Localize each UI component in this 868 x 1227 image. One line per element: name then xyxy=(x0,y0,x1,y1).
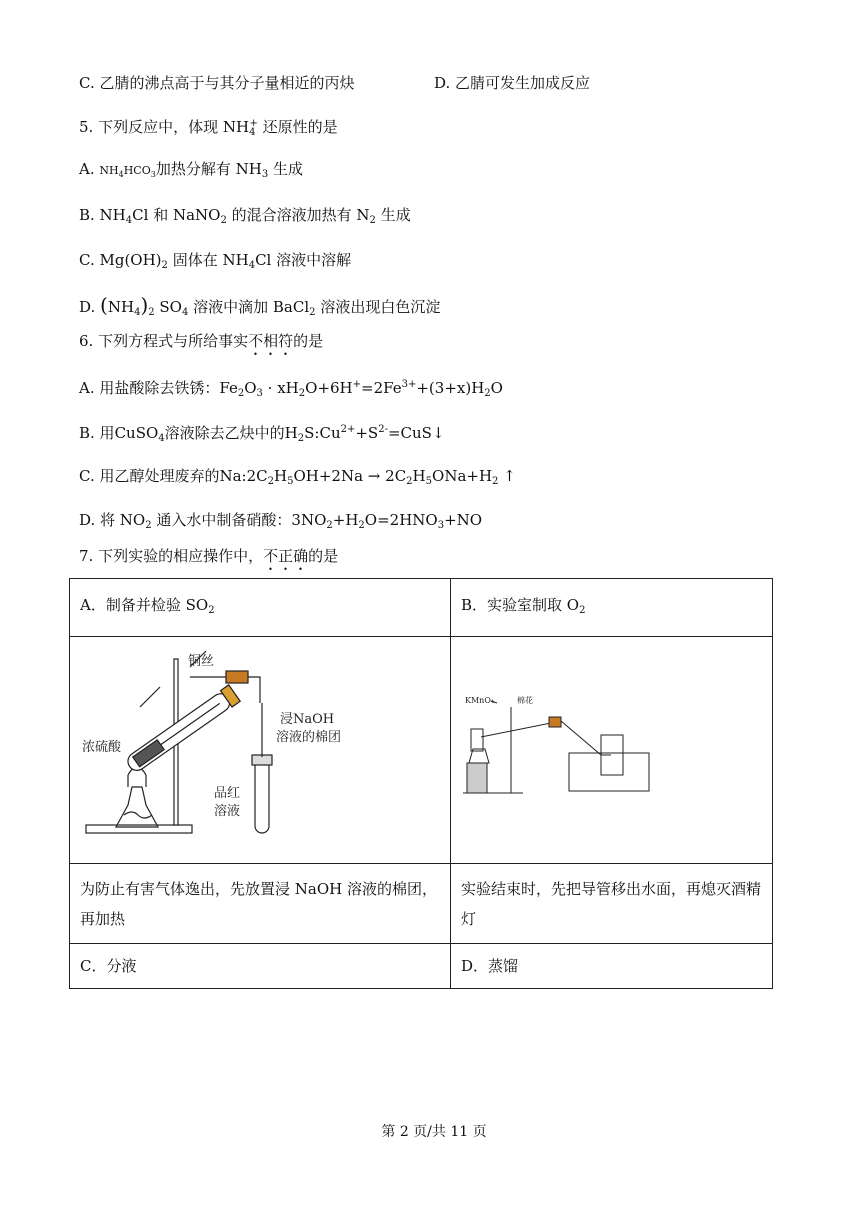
label-dye-1: 品红 xyxy=(214,786,241,801)
q6-stem: 6. 下列方程式与所给事实不相符的是 xyxy=(79,332,324,350)
q7-cell-b-note: 实验结束时，先把导管移出水面，再熄灭酒精灯 xyxy=(451,864,773,944)
q5-option-c: C. $Mg(OH)_2$ 固体在 $NH_4Cl$ 溶液中溶解 xyxy=(79,251,352,271)
label-copper-wire: 铜丝 xyxy=(188,654,215,669)
q7-cell-a-note: 为防止有害气体逸出，先放置浸 NaOH 溶液的棉团，再加热 xyxy=(70,864,451,944)
q7-stem: 7. 下列实验的相应操作中，不正确的是 xyxy=(79,547,339,565)
q7-cell-b-title: B．实验室制取 $O_2$ xyxy=(451,579,773,637)
q5-stem: 5. 下列反应中，体现 $NH_4^+$ 还原性的是 xyxy=(79,118,338,138)
q7-cell-a-title: A．制备并检验 $SO_2$ xyxy=(70,579,451,637)
page-footer: 第 2 页/共 11 页 xyxy=(381,1124,487,1140)
q7-cell-d-title: D．蒸馏 xyxy=(451,944,773,989)
q4-option-d: D. 乙腈可发生加成反应 xyxy=(434,74,591,92)
q5-option-d: D. $(NH_4)_2$ $SO_4$ 溶液中滴加 BaCl$_2$ 溶液出现白色沉淀 xyxy=(79,293,441,318)
so2-apparatus-diagram xyxy=(70,637,451,853)
label-dye-2: 溶液 xyxy=(214,804,241,819)
o2-apparatus-diagram xyxy=(451,637,773,853)
label-naoh-1: 浸NaOH xyxy=(280,712,335,727)
q7-cell-c-title: C．分液 xyxy=(70,944,451,989)
q6-option-a: A. 用盐酸除去铁锈：$Fe_2O_3 \cdot xH_2O+6H^+=2Fe^{3+}+(3+x)H_2O$ xyxy=(79,379,503,399)
q7-table xyxy=(69,578,773,989)
label-cotton: 棉花 xyxy=(517,696,533,705)
q5-option-a: A. $NH_4HCO_3$加热分解有 $NH_3$ 生成 xyxy=(79,160,303,180)
q5-option-b: B. $NH_4Cl$ 和 NaNO$_2$ 的混合溶液加热有 $N_2$ 生成 xyxy=(79,206,411,226)
q6-option-c: C. 用乙醇处理废弃的$Na:2C_2H_5OH+2Na \to 2C_2H_5ONa+H_2$ ↑ xyxy=(79,467,516,487)
label-naoh-2: 溶液的棉团 xyxy=(276,730,342,745)
label-conc-sulfuric-acid: 浓硫酸 xyxy=(82,740,122,755)
q6-option-d: D. 将 $NO_2$ 通入水中制备硝酸：$3NO_2+H_2O=2HNO_3+NO$ xyxy=(79,511,483,531)
q7-figure-a xyxy=(70,637,451,864)
q4-option-c: C. 乙腈的沸点高于与其分子量相近的丙炔 xyxy=(79,74,355,92)
q7-figure-b xyxy=(451,637,773,864)
q6-option-b: B. 用CuSO$_4$溶液除去乙炔中的$H_2S:Cu^{2+}+S^{2-}=CuS↓$ xyxy=(79,424,445,444)
label-kmno4: KMnO₄ xyxy=(465,696,495,705)
